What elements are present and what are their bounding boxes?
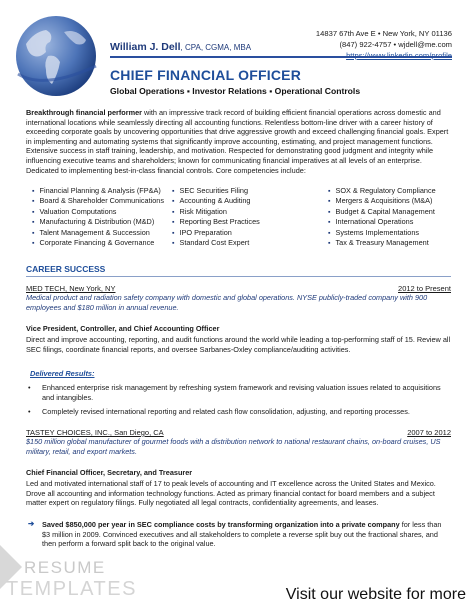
result-item <box>28 407 447 417</box>
competency-item: ▪ Board & Shareholder Communications <box>32 196 164 206</box>
candidate-name <box>110 41 251 53</box>
resume-subtitle: Global Operations ▪ Investor Relations ▪ Operational Controls <box>110 86 361 96</box>
job1-header <box>26 284 451 293</box>
job1-role: Vice President, Controller, and Chief Accounting Officer <box>26 324 220 333</box>
phone-email-line: (847) 922-4757 • wjdell@me.com <box>339 40 452 49</box>
watermark-line2: TEMPLATES <box>6 578 137 600</box>
competency-item: ▪ Valuation Computations <box>32 207 164 217</box>
arrow-icon: ➔ <box>28 519 35 528</box>
resume-title: CHIEF FINANCIAL OFFICER <box>110 67 302 83</box>
competency-item: ▪ Corporate Financing & Governance <box>32 238 164 248</box>
credentials-text: , CPA, CGMA, MBA <box>180 43 252 52</box>
visit-website-text[interactable]: Visit our website for more <box>285 586 466 603</box>
competency-item: ▪ Mergers & Acquisitions (M&A) <box>328 196 436 206</box>
career-divider <box>26 276 451 277</box>
competency-item: ▪ Financial Planning & Analysis (FP&A) <box>32 186 164 196</box>
job2-dates: 2007 to 2012 <box>407 428 451 437</box>
job2-role: Chief Financial Officer, Secretary, and Treasurer <box>26 468 193 477</box>
competency-item: ▪ Talent Management & Succession <box>32 228 164 238</box>
competency-column-3 <box>328 186 436 248</box>
job2-role-text: Led and motivated international staff of 17 to peak levels of accounting and IT excellence across the United States and Mexico. Drove all accounting and information technology functions. Acted as primary financial contact for board members and a subject matter expert on regulatory filings. Fully negotiated all legal contracts, confidentiality agreements, and leases. <box>26 479 436 508</box>
summary-paragraph <box>26 108 451 175</box>
job1-dates: 2012 to Present <box>398 284 451 293</box>
job2-company: TASTEY CHOICES, INC., San Diego, CA <box>26 428 164 437</box>
competency-column-1 <box>32 186 164 248</box>
result-item <box>28 519 447 549</box>
delivered-results-label: Delivered Results: <box>30 369 95 378</box>
job2-description: $150 million global manufacturer of gourmet foods with a distribution network to national restaurant chains, on-board cruises, US military, retail, and export markets. <box>26 437 441 456</box>
result-text: for less than $3 million in 2009. Convinced executives and all stakeholders to complete a reverse split buy out the fractional shares, and then perform a forward split back to the original value. <box>42 520 442 549</box>
job1-role-text: Direct and improve accounting, reporting, and audit functions around the world while leading a top-performing staff of 15. Review all SEC filings, coordinate financial reports, and oversee Sarbanes-Oxley compliance/auditing activities. <box>26 335 451 354</box>
bullet-icon: • <box>28 383 31 392</box>
competency-column-2 <box>172 186 260 248</box>
competency-item: ▪ Accounting & Auditing <box>172 196 260 206</box>
globe-icon <box>14 14 98 98</box>
competency-item: ▪ SOX & Regulatory Compliance <box>328 186 436 196</box>
career-heading: CAREER SUCCESS <box>26 264 106 274</box>
competency-item: ▪ International Operations <box>328 217 436 227</box>
bullet-icon: • <box>28 407 31 416</box>
watermark-line1: RESUME <box>24 558 106 577</box>
result-item <box>28 383 447 402</box>
result-lead: Saved $850,000 per year in SEC compliance costs by transforming organization into a private company <box>42 520 400 529</box>
competency-item: ▪ Systems Implementations <box>328 228 436 238</box>
job1-company: MED TECH, New York, NY <box>26 284 116 293</box>
competency-item: ▪ Reporting Best Practices <box>172 217 260 227</box>
result-text: Completely revised international reporting and related cash flow consolidation, adjusting, and reporting processes. <box>42 407 410 416</box>
competency-item: ▪ Manufacturing & Distribution (M&D) <box>32 217 164 227</box>
job2-header <box>26 428 451 437</box>
competency-item: ▪ SEC Securities Filing <box>172 186 260 196</box>
result-text: Enhanced enterprise risk management by refreshing system framework and revising valuation issues related to acquisitions and intangibles. <box>42 383 441 402</box>
summary-text: with an impressive track record of building efficient financial operations across domestic and international locations while seamlessly directing all accounting functions. Relentless bottom-line driver with a career history of exceeding corporate goals by uncovering opportunities that drive aggressive growth and exceed challenging financial goals. Expert in implementing and automating systems that significantly improve accounting, estimating, and project management functions. Extensive success in staff training, leadership, and motivation. Respected for demonstrating good judgment and integrity while influencing executive teams and shareholders; known for communicating financial imperatives at all levels of an enterprise. Dedicated to implementing best-in-class financial controls. Core competencies include: <box>26 108 449 175</box>
competency-item: ▪ Risk Mitigation <box>172 207 260 217</box>
competency-item: ▪ Budget & Capital Management <box>328 207 436 217</box>
competency-item: ▪ Tax & Treasury Management <box>328 238 436 248</box>
name-text: William J. Dell <box>110 41 181 53</box>
competency-item: ▪ IPO Preparation <box>172 228 260 238</box>
job1-description: Medical product and radiation safety company with domestic and global operations. NYSE publicly-traded company with 900 employees and $180 million in annual revenue. <box>26 293 428 312</box>
competency-item: ▪ Standard Cost Expert <box>172 238 260 248</box>
header-divider <box>110 56 452 58</box>
summary-lead: Breakthrough financial performer <box>26 108 142 117</box>
address-line: 14837 67th Ave E • New York, NY 01136 <box>315 29 452 38</box>
